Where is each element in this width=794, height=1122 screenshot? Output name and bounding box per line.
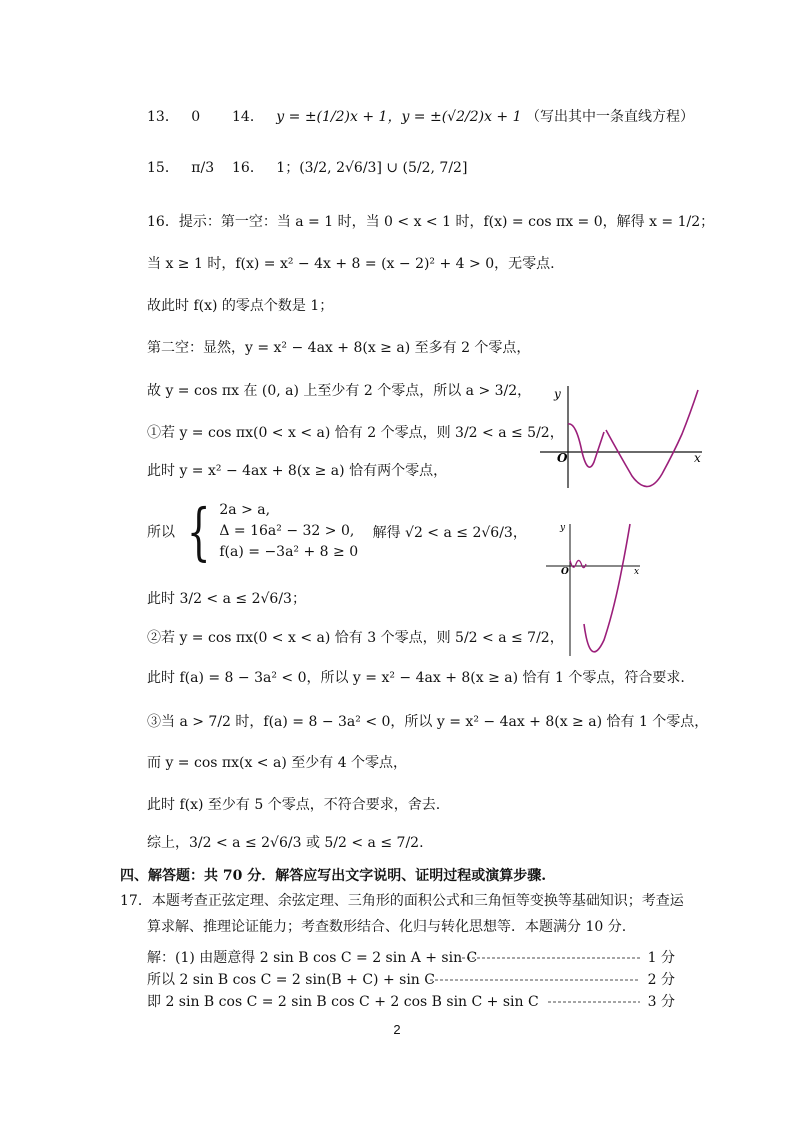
q17-step-3-score: 3 分 [647, 994, 675, 1010]
answer-14-value: y = ±(1/2)x + 1，y = ±(√2/2)x + 1 [276, 109, 522, 125]
hint-line-4: 第二空：显然，y = x² − 4ax + 8(x ≥ a) 至多有 2 个零点， [147, 340, 531, 356]
graph-2-origin-label: O [561, 567, 569, 577]
system-row-3: f(a) = −3a² + 8 ≥ 0 [219, 544, 359, 560]
answer-15-number: 15． [147, 160, 179, 176]
answer-14-number: 14． [232, 109, 264, 125]
graph-2-y-label: y [560, 523, 566, 533]
q17-step-1-text: 解：(1) 由题意得 2 sin B cos C = 2 sin A + sin C [147, 950, 478, 966]
graph-1 [532, 378, 712, 490]
hint-line-14: 综上，3/2 < a ≤ 2√6/3 或 5/2 < a ≤ 7/2. [147, 835, 424, 851]
hint-line-8: 此时 3/2 < a ≤ 2√6/3； [147, 591, 306, 607]
hint-line-6: ①若 y = cos πx(0 < x < a) 恰有 2 个零点，则 3/2 < a ≤ 5/2， [147, 425, 564, 441]
graph-2-curve [584, 524, 630, 652]
graph-1-x-label: x [694, 451, 701, 465]
hint-line-5: 故 y = cos πx 在 (0, a) 上至少有 2 个零点，所以 a > 3/2， [147, 383, 532, 399]
answer-15-value: π/3 [191, 160, 215, 176]
q17-step-1-score: 1 分 [647, 950, 675, 966]
section-heading: 四、解答题：共 70 分．解答应写出文字说明、证明过程或演算步骤. [120, 868, 547, 884]
hint-line-9: ②若 y = cos πx(0 < x < a) 恰有 3 个零点，则 5/2 < a ≤ 7/2， [147, 630, 564, 646]
system-suffix: 解得 √2 < a ≤ 2√6/3， [372, 524, 527, 541]
hint-line-3: 故此时 f(x) 的零点个数是 1； [147, 298, 334, 314]
left-brace-icon: { [187, 494, 212, 568]
hint-line-2: 当 x ≥ 1 时，f(x) = x² − 4x + 8 = (x − 2)² + 4 > 0，无零点. [147, 256, 555, 272]
system-row-2: Δ = 16a² − 32 > 0, [219, 523, 355, 539]
q17-intro-1: 17．本题考查正弦定理、余弦定理、三角形的面积公式和三角恒等变换等基础知识；考查运 [120, 893, 684, 909]
q17-intro-2: 算求解、推理论证能力；考查数形结合、化归与转化思想等．本题满分 10 分. [147, 919, 627, 935]
q17-step-2-score: 2 分 [647, 972, 675, 988]
hint-line-13: 此时 f(x) 至少有 5 个零点，不符合要求，舍去. [147, 797, 441, 813]
q17-step-3-text: 即 2 sin B cos C = 2 sin B cos C + 2 cos B sin C + sin C [147, 994, 539, 1010]
graph-1-curve [568, 390, 698, 487]
hint-line-10: 此时 f(a) = 8 − 3a² < 0，所以 y = x² − 4ax + 8(x ≥ a) 恰有 1 个零点，符合要求. [147, 670, 685, 686]
answer-13-number: 13． [147, 109, 179, 125]
graph-1-origin-label: O [557, 451, 568, 465]
hint-line-1: 16．提示：第一空：当 a = 1 时，当 0 < x < 1 时，f(x) = cos πx = 0，解得 x = 1/2； [147, 214, 715, 230]
answer-16-number: 16． [232, 160, 264, 176]
page-number: 2 [393, 1022, 401, 1037]
answer-16-value: 1；(3/2, 2√6/3] ∪ (5/2, 7/2] [276, 160, 468, 176]
answer-14-note: （写出其中一条直线方程） [525, 109, 694, 125]
graph-1-y-label: y [554, 387, 561, 401]
hint-line-12: 而 y = cos πx(x < a) 至少有 4 个零点， [147, 755, 408, 771]
graph-2 [540, 520, 650, 660]
hint-line-11: ③当 a > 7/2 时，f(a) = 8 − 3a² < 0，所以 y = x² − 4ax + 8(x ≥ a) 恰有 1 个零点， [147, 714, 709, 730]
hint-line-7: 此时 y = x² − 4ax + 8(x ≥ a) 恰有两个零点， [147, 463, 448, 479]
system-row-1: 2a > a, [219, 502, 271, 518]
answer-13-value: 0 [191, 109, 201, 125]
q17-step-2-text: 所以 2 sin B cos C = 2 sin(B + C) + sin C [147, 972, 435, 988]
system-prefix: 所以 [147, 524, 175, 541]
graph-2-x-label: x [634, 567, 640, 577]
